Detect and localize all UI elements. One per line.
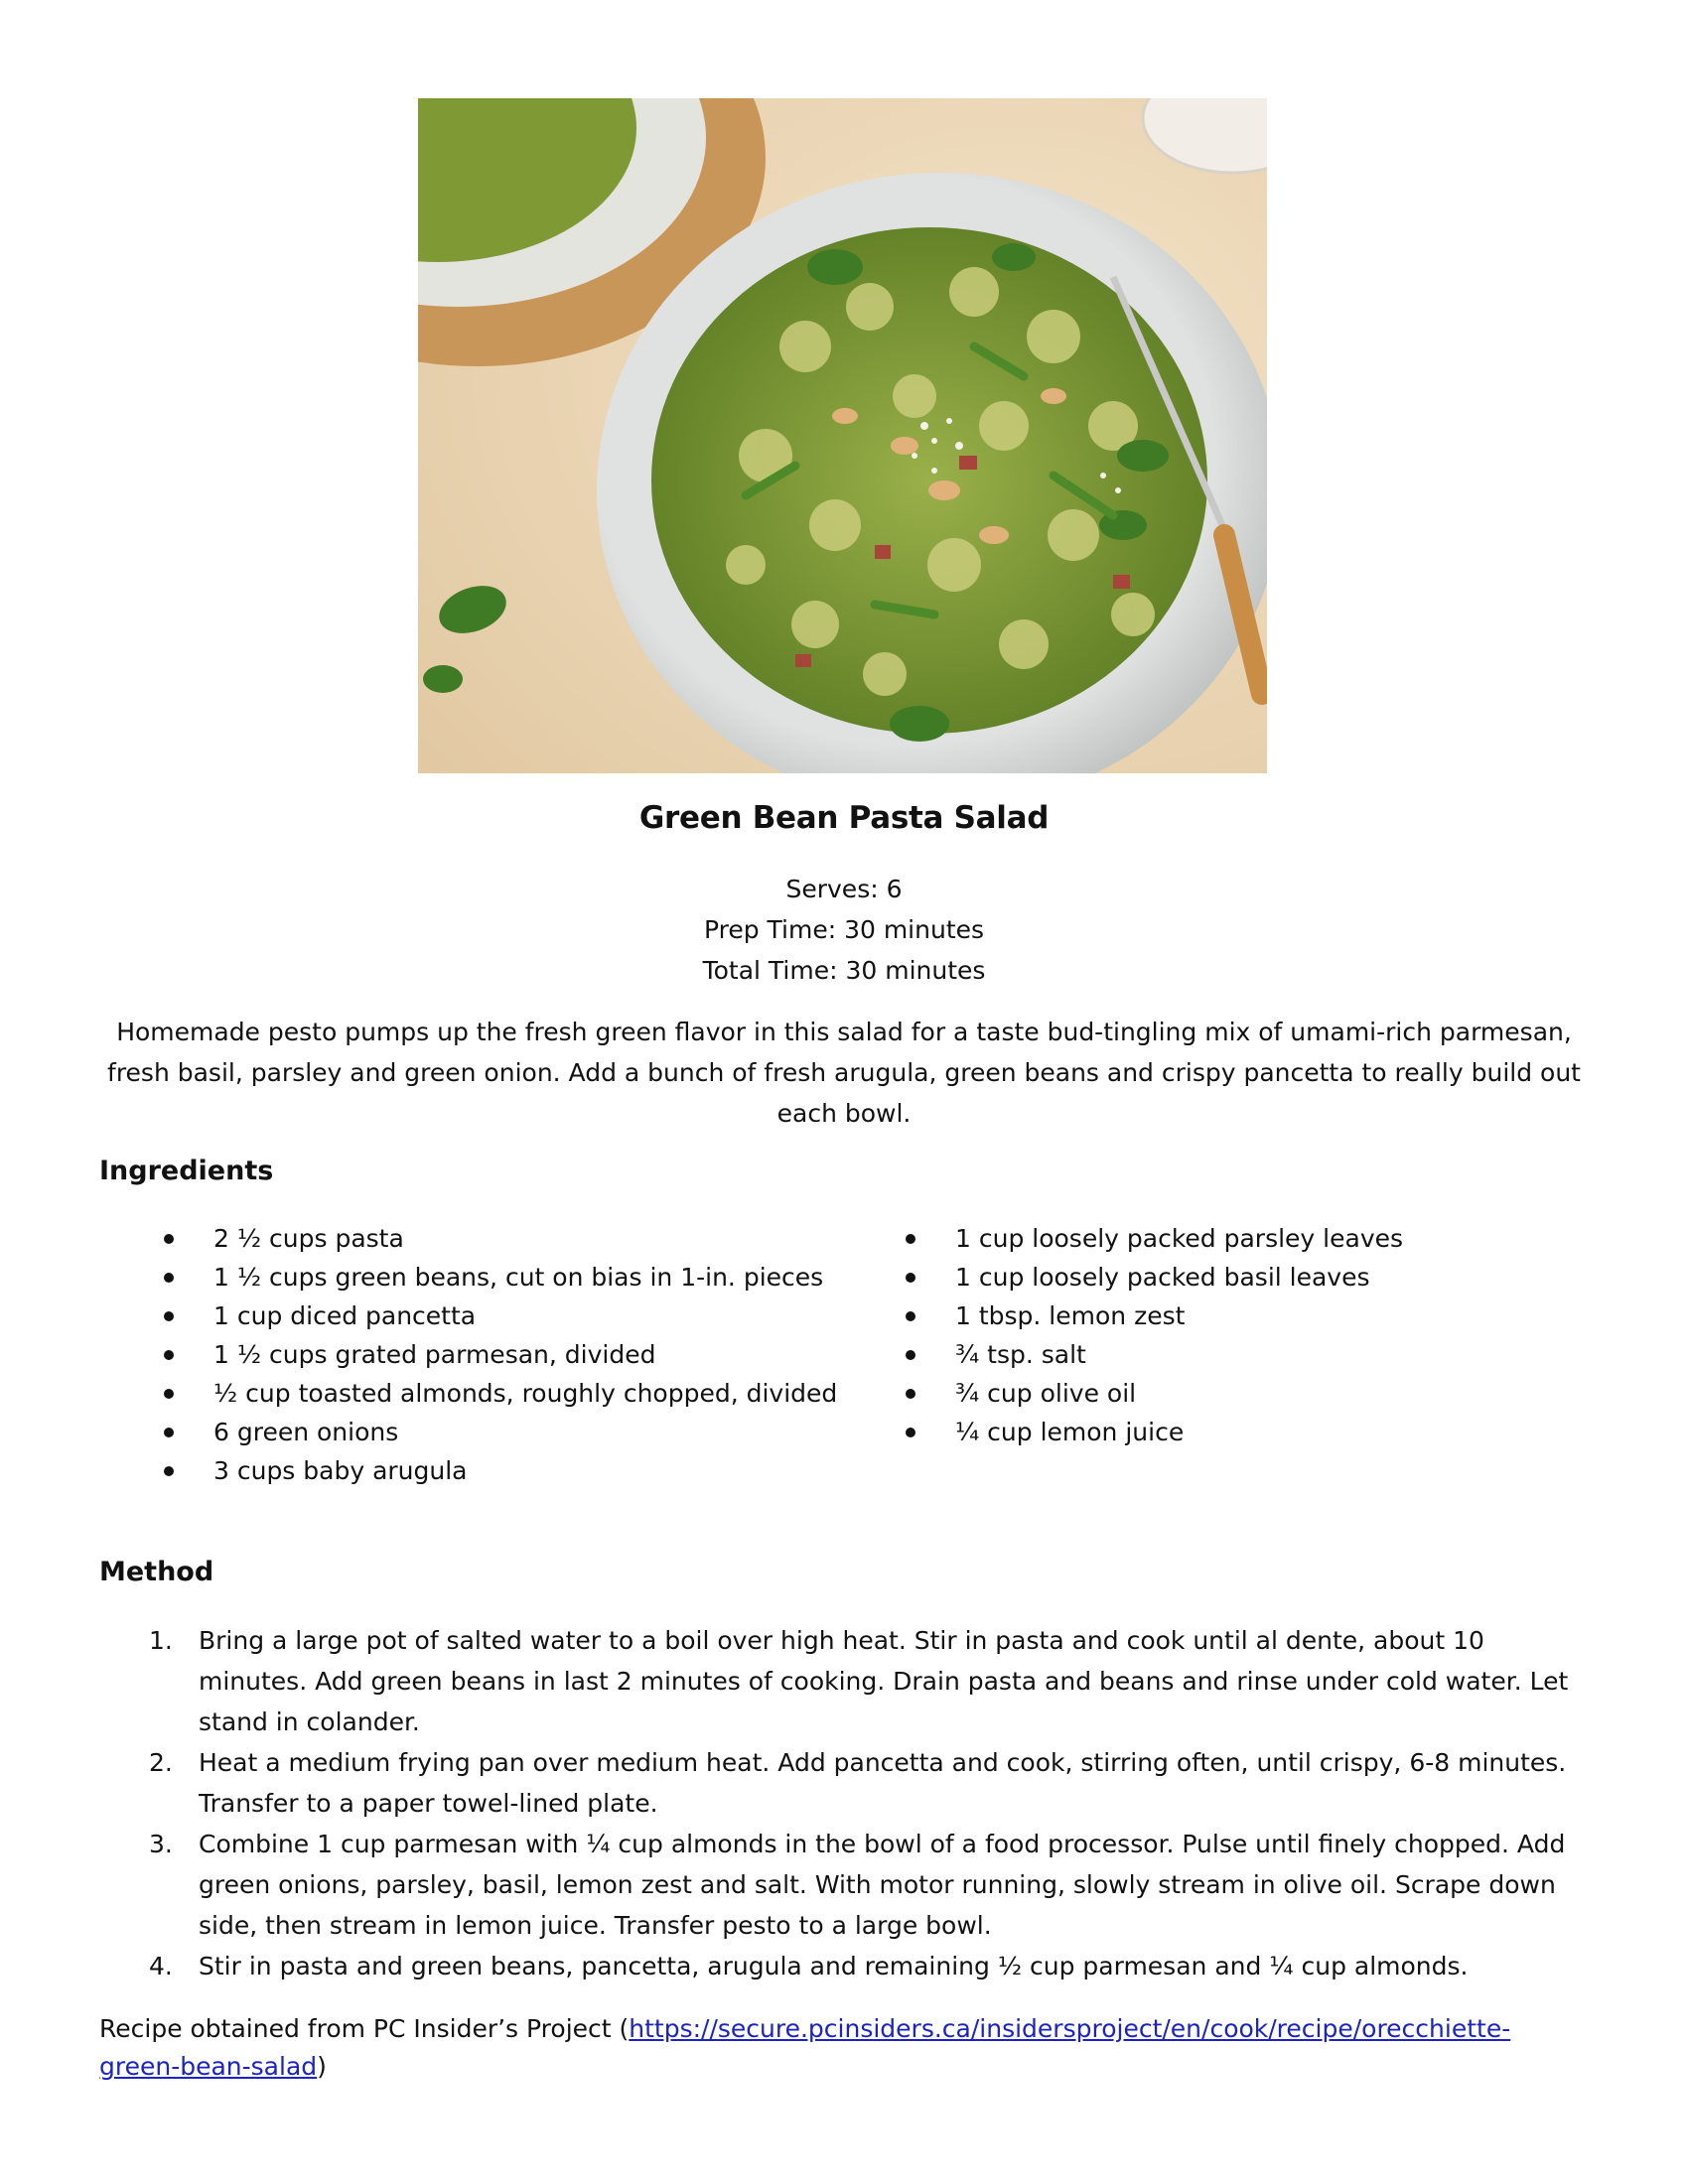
pasta-salad-photo xyxy=(418,98,1267,773)
ingredient-item: ¾ tsp. salt xyxy=(906,1335,1403,1374)
ingredient-item: 1 cup loosely packed parsley leaves xyxy=(906,1219,1403,1258)
step-text: Heat a medium frying pan over medium heat. Add pancetta and cook, stirring often, until crispy, 6-8 minutes. Transfer to a paper towel-lined plate. xyxy=(199,1748,1567,1818)
step-number: 1. xyxy=(149,1626,173,1655)
ingredient-item: 1 cup diced pancetta xyxy=(164,1297,837,1335)
ingredient-item: 1 cup loosely packed basil leaves xyxy=(906,1258,1403,1297)
step-number: 2. xyxy=(149,1748,173,1777)
method-steps xyxy=(99,1620,1589,1986)
step-text: Stir in pasta and green beans, pancetta, arugula and remaining ½ cup parmesan and ¼ cup almonds. xyxy=(199,1952,1469,1980)
total-time-text: Total Time: 30 minutes xyxy=(702,956,986,985)
step-text: Bring a large pot of salted water to a boil over high heat. Stir in pasta and cook until al dente, about 10 minutes. Add green beans in last 2 minutes of cooking. Drain pasta and beans and rinse under cold water. Let stand in colander. xyxy=(199,1626,1569,1736)
serves-text: Serves: 6 xyxy=(785,875,903,903)
ingredient-item: 2 ½ cups pasta xyxy=(164,1219,837,1258)
method-step xyxy=(99,1946,1589,1986)
method-heading: Method xyxy=(99,1557,214,1587)
ingredients-list-right xyxy=(906,1219,1403,1451)
recipe-meta xyxy=(0,869,1688,991)
ingredients-heading: Ingredients xyxy=(99,1156,274,1186)
method-step xyxy=(99,1620,1589,1742)
ingredient-item: ¾ cup olive oil xyxy=(906,1374,1403,1413)
ingredients-list-left xyxy=(164,1219,837,1490)
ingredient-item: ½ cup toasted almonds, roughly chopped, divided xyxy=(164,1374,837,1413)
step-number: 3. xyxy=(149,1830,173,1858)
method-step xyxy=(99,1742,1589,1824)
ingredient-item: 1 ½ cups green beans, cut on bias in 1-in. pieces xyxy=(164,1258,837,1297)
source-link[interactable]: https://secure.pcinsiders.ca/insidersproject/en/cook/recipe/orecchiette-green-bean-salad xyxy=(99,2014,1511,2081)
ingredient-item: 1 ½ cups grated parmesan, divided xyxy=(164,1335,837,1374)
ingredient-item: ¼ cup lemon juice xyxy=(906,1413,1403,1451)
recipe-intro: Homemade pesto pumps up the fresh green flavor in this salad for a taste bud-tingling mix of umami-rich parmesan, fresh basil, parsley and green onion. Add a bunch of fresh arugula, green beans and crispy pancetta to really build out each bowl. xyxy=(107,1018,1581,1128)
ingredient-item: 1 tbsp. lemon zest xyxy=(906,1297,1403,1335)
recipe-source xyxy=(99,2010,1589,2086)
ingredient-item: 3 cups baby arugula xyxy=(164,1451,837,1490)
step-number: 4. xyxy=(149,1952,173,1980)
recipe-title: Green Bean Pasta Salad xyxy=(638,800,1050,836)
step-text: Combine 1 cup parmesan with ¼ cup almonds in the bowl of a food processor. Pulse until finely chopped. Add green onions, parsley, basil, lemon zest and salt. With motor running, slowly stream in olive oil. Scrape down side, then stream in lemon juice. Transfer pesto to a large bowl. xyxy=(199,1830,1566,1940)
source-suffix: ) xyxy=(317,2052,327,2081)
prep-time-text: Prep Time: 30 minutes xyxy=(703,915,985,944)
source-prefix: Recipe obtained from PC Insider’s Project ( xyxy=(99,2014,630,2043)
recipe-photo xyxy=(418,98,1267,773)
method-step xyxy=(99,1824,1589,1946)
ingredient-item: 6 green onions xyxy=(164,1413,837,1451)
